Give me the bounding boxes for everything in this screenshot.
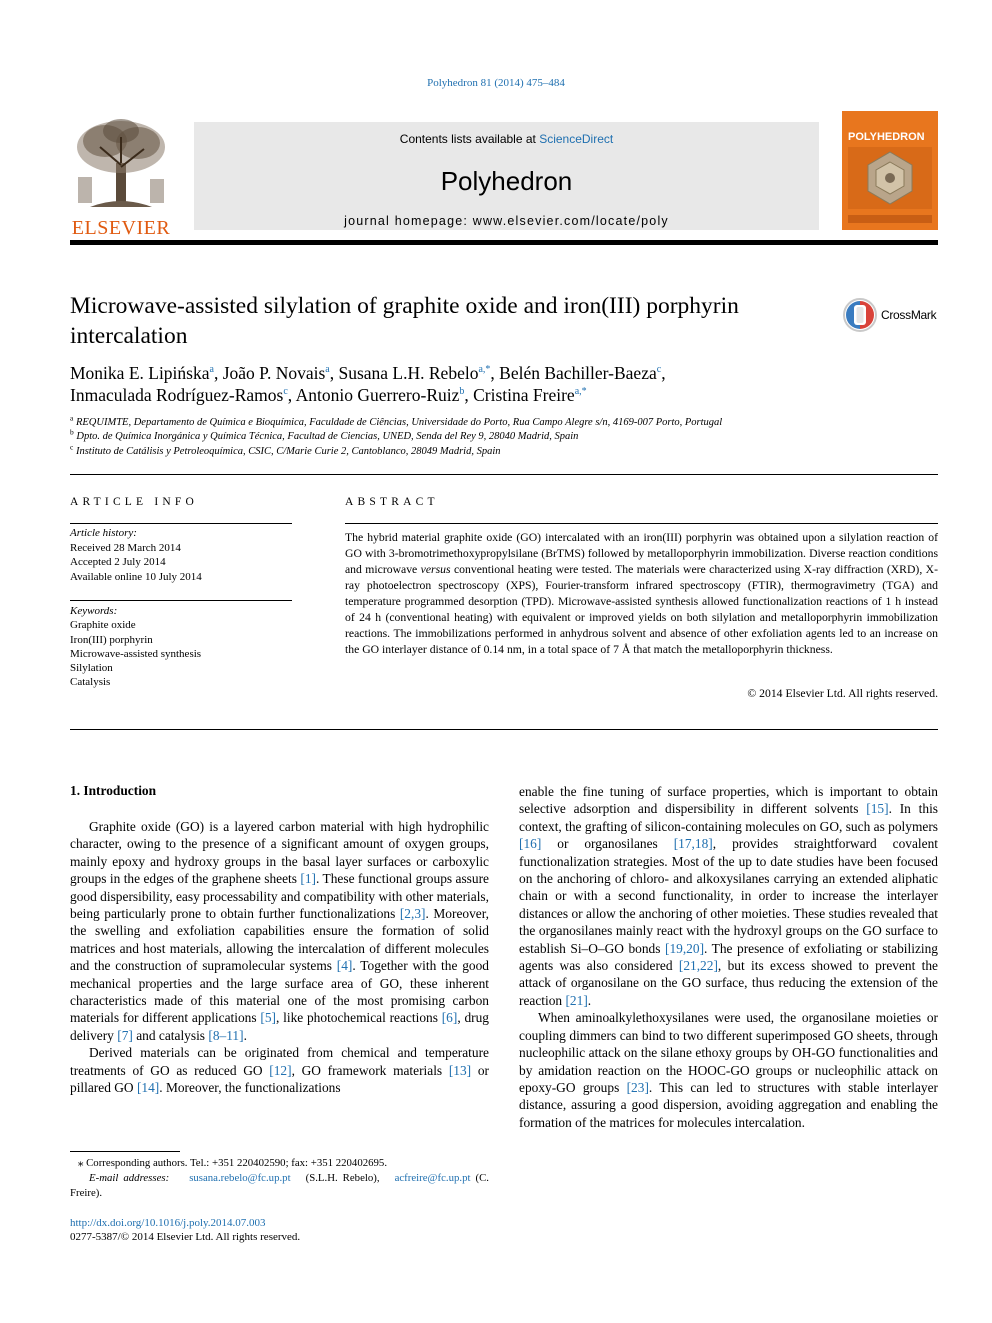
paragraph-text: . Moreover, the swelling and exfoliation capabilities ensure the formation of solid matrices and host materials, allowing the intercalation of different molecules and the construction of supramolecular systems (70, 906, 489, 974)
affiliation-a (70, 413, 723, 428)
citation-reference[interactable]: [13] (448, 1062, 472, 1078)
email-link[interactable]: susana.rebelo@fc.up.pt (189, 1172, 291, 1184)
author-separator: , (661, 363, 666, 383)
abstract-italic: versus (420, 563, 451, 576)
paragraph (519, 1009, 938, 1131)
affiliation-sup: a (70, 413, 74, 423)
article-title: Microwave-assisted silylation of graphite oxide and iron(III) porphyrin intercalation (70, 293, 739, 349)
footnote (70, 1156, 489, 1201)
crossmark-badge[interactable] (843, 297, 943, 333)
left-column (70, 818, 489, 1097)
paragraph-text: . Together with the good mechanical properties and the large surface area of GO, these inherent characteristics made of this material one of the most promising carbon materials for different applications (70, 958, 489, 1026)
paragraph-text: or organosilanes (541, 836, 674, 852)
citation-reference[interactable]: [23] (626, 1079, 649, 1095)
elsevier-wordmark: ELSEVIER (71, 217, 171, 239)
sciencedirect-link[interactable]: ScienceDirect (539, 132, 614, 146)
author-affil-sup[interactable]: a,* (574, 386, 587, 398)
contents-prefix: Contents lists available at (399, 132, 540, 146)
author[interactable]: Antonio Guerrero-Ruiz (295, 385, 460, 405)
paragraph-text: . (587, 992, 592, 1008)
masthead-rule (70, 240, 938, 245)
tree-icon (70, 117, 172, 213)
author-affil-sup[interactable]: c (283, 386, 288, 398)
paragraph (519, 783, 938, 1009)
author-affil-sup[interactable]: b (459, 386, 465, 398)
email-note (70, 1171, 489, 1201)
divider (70, 729, 938, 730)
paragraph-text: . This can led to structures with stable interlayer distance, assuring a good dispersion, avoiding aggregation and enabling the formation of the matrices for molecules intercalation. (519, 1079, 939, 1130)
keyword: Iron(III) porphyrin (70, 633, 153, 646)
citation-reference[interactable]: [6] (441, 1010, 458, 1026)
journal-banner (194, 122, 819, 230)
journal-cover-thumbnail[interactable] (842, 111, 938, 230)
contents-line (194, 132, 819, 146)
paragraph-text: , like photochemical reactions (276, 1010, 442, 1026)
crossmark-label: CrossMark (881, 308, 937, 322)
divider (345, 523, 938, 524)
paragraph-text: . (243, 1027, 247, 1043)
keywords-block (70, 604, 292, 690)
footnote-star: ⁎ (78, 1157, 84, 1169)
journal-homepage (194, 214, 819, 228)
citation-reference[interactable]: [4] (336, 958, 353, 974)
divider (70, 600, 292, 601)
elsevier-tree-logo[interactable] (70, 117, 172, 239)
email-link[interactable]: acfreire@fc.up.pt (394, 1172, 471, 1184)
author[interactable]: Cristina Freire (473, 385, 575, 405)
citation-reference[interactable]: [21,22] (678, 958, 718, 974)
cover-title: POLYHEDRON (848, 131, 925, 143)
abstract-heading: ABSTRACT (345, 496, 439, 508)
citation-reference[interactable]: [7] (117, 1027, 133, 1043)
author-affil-sup[interactable]: a (325, 364, 330, 376)
author-separator: , (287, 385, 296, 405)
author-separator: , (329, 363, 339, 383)
keywords-label: Keywords: (70, 605, 118, 617)
abstract-part: The hybrid material graphite oxide (GO) intercalated with an iron(III) porphyrin was obtained upon a silylation reaction of GO with 3-bromotrimethoxypropylsilane (BrTMS) followed by metalloporphyrin immobilization. Diverse reaction conditions and microwave (345, 531, 938, 576)
paragraph (70, 1044, 489, 1096)
doi-block (70, 1216, 300, 1244)
corresponding-note (70, 1156, 489, 1171)
abstract-copyright: © 2014 Elsevier Ltd. All rights reserved. (747, 687, 938, 700)
paragraph-text: . Moreover, the functionalizations (159, 1080, 341, 1096)
paragraph-text: or pillared GO (70, 1062, 489, 1096)
masthead (70, 111, 938, 245)
paragraph-text: Graphite oxide (GO) is a layered carbon material with high hydrophilic character, owing to the presence of a significant amount of oxygen groups, mainly epoxy and hydroxy groups in the basal layer surfaces or carboxylic groups in the edges of the graphene sheets (70, 819, 489, 887)
paragraph-text: , provides straightforward covalent functionalization strategies. Most of the up to date studies have been focused on the anchoring of chloro- and alkoxysilanes carrying an extended aliphatic chain or with a second functionality, in order to increase the interlayer distances or allow the anchoring of other moieties. These studies revealed that the organosilanes mainly react with the hydroxyl groups on the GO surface to establish Si–O–GO bonds (519, 836, 938, 956)
author[interactable]: Susana L.H. Rebelo (338, 363, 479, 383)
affiliation-c (70, 442, 501, 457)
citation-reference[interactable]: [19,20] (664, 940, 705, 956)
paragraph-text: Derived materials can be originated from chemical and temperature treatments of GO as reduced GO (70, 1045, 489, 1078)
author-separator: , (464, 385, 474, 405)
footnote-rule (70, 1151, 180, 1152)
citation-reference[interactable]: [21] (565, 992, 588, 1008)
affiliation-b (70, 427, 579, 442)
homepage-prefix: journal homepage: (344, 214, 473, 228)
author[interactable]: Monika E. Lipińska (70, 363, 210, 383)
citation-reference[interactable]: [12] (269, 1062, 292, 1078)
citation-reference[interactable]: [14] (136, 1080, 160, 1096)
email-owner: (S.L.H. Rebelo), (305, 1172, 380, 1184)
doi-link[interactable]: http://dx.doi.org/10.1016/j.poly.2014.07.003 (70, 1217, 266, 1229)
history-online: Available online 10 July 2014 (70, 570, 202, 583)
citation-reference[interactable]: [8–11] (208, 1027, 244, 1043)
paragraph-text: . The presence of exfoliating or stabilizing agents was also considered (519, 940, 939, 974)
affiliation-sup: b (70, 427, 74, 437)
article-info-heading: ARTICLE INFO (70, 496, 198, 508)
author[interactable]: Inmaculada Rodríguez-Ramos (70, 385, 284, 405)
authors-line-2 (70, 384, 930, 406)
author-separator: , (213, 363, 223, 383)
email-owner: (C. Freire). (70, 1172, 489, 1199)
author[interactable]: Belén Bachiller-Baeza (499, 363, 657, 383)
history-received: Received 28 March 2014 (70, 541, 181, 554)
keyword: Microwave-assisted synthesis (70, 647, 202, 660)
author-list (70, 362, 930, 406)
citation-reference[interactable]: [2,3] (399, 906, 426, 922)
corresponding-text: Corresponding authors. Tel.: +351 220402590; fax: +351 220402695. (86, 1157, 388, 1169)
history-accepted: Accepted 2 July 2014 (70, 556, 166, 568)
citation-reference[interactable]: [15] (866, 801, 889, 817)
author-affil-sup[interactable]: a,* (478, 364, 491, 376)
citation-reference[interactable]: [16] (519, 836, 542, 852)
paragraph-text: , GO framework materials (291, 1062, 449, 1078)
right-column (519, 783, 938, 1131)
paragraph-text: enable the fine tuning of surface properties, which is important to obtain selective adsorption and dispersibility in different solvents (519, 784, 938, 817)
cover-art-icon (842, 111, 938, 230)
paragraph (70, 818, 489, 1044)
email-label: E-mail addresses: (89, 1172, 170, 1184)
author-affil-sup[interactable]: c (656, 364, 662, 376)
history-label: Article history: (70, 527, 137, 539)
citation-reference[interactable]: [5] (260, 1010, 276, 1026)
affiliation-text: REQUIMTE, Departamento de Química e Bioquímica, Faculdade de Ciências, Universidade do Porto, Rua Campo Alegre s/n, 4169-007 Porto, Portugal (75, 417, 723, 428)
author-affil-sup[interactable]: a (209, 364, 214, 376)
citation-reference[interactable]: [1] (300, 871, 317, 887)
keyword: Silylation (70, 662, 113, 675)
divider (70, 523, 292, 524)
issn-line: 0277-5387/© 2014 Elsevier Ltd. All rights reserved. (70, 1231, 301, 1243)
keyword: Catalysis (70, 676, 111, 689)
abstract-part: conventional heating were tested. The materials were characterized using X-ray diffraction (XRD), X-ray photoelectron spectroscopy (XPS), Fourier-transform infrared spectroscopy (FTIR), thermogravimetry (TGA) and temperature programmed desorption (TPD). Microwave-assisted synthesis allowed functionalization reactions of 1 h instead of 24 h (conventional heating) with equivalent or improved yields on both silylation and metalloporphyrin immobilization reactions. The immobilizations performed in anhydrous solvent and absence of other exfoliation agents led to an increase on the GO interlayer distance of 0.14 nm, in a total space of 7 Å that match the metalloporphyrin thickness. (345, 563, 938, 656)
author-separator: , (490, 363, 500, 383)
citation-reference[interactable]: [17,18] (673, 836, 713, 852)
journal-citation[interactable]: Polyhedron 81 (2014) 475–484 (427, 77, 565, 89)
paragraph-text: and catalysis (132, 1027, 209, 1043)
paragraph-text: . These functional groups assure good dispersibility, easy processability and compatibility with other materials, being particularly prone to obtain further functionalizations (70, 871, 489, 922)
paragraph-text: When aminoalkylethoxysilanes were used, the organosilane moieties or coupling dimmers can bind to two different superimposed GO sheets, through nucleophilic attack on the silane ethoxy groups by OH-GO functionalities and by amidation reaction on the HOOC-GO groups or nucleophilic attack on epoxy-GO groups (519, 1010, 938, 1095)
abstract-text (345, 530, 938, 658)
paragraph-text: , drug delivery (70, 1010, 489, 1043)
paragraph-text: . In this context, the grafting of silicon-containing molecules on GO, such as polymers (519, 801, 939, 834)
authors-line-1 (70, 362, 930, 384)
paragraph-text: , but its excess showed to prevent the attack of organosilane on the GO surface, thus reducing the extension of the reaction (519, 958, 938, 1008)
section-heading-introduction: 1. Introduction (70, 783, 157, 798)
homepage-link[interactable]: www.elsevier.com/locate/poly (472, 214, 669, 228)
article-info (70, 526, 292, 584)
divider (70, 474, 938, 475)
crossmark-icon (843, 297, 877, 333)
keyword: Graphite oxide (70, 619, 136, 632)
affiliation-sup: c (70, 442, 74, 452)
author[interactable]: João P. Novais (222, 363, 326, 383)
journal-name: Polyhedron (440, 166, 573, 196)
affiliation-text: Dpto. de Química Inorgánica y Química Técnica, Facultad de Ciencias, UNED, Senda del Rey 9, 28040 Madrid, Spain (76, 431, 579, 442)
affiliation-text: Instituto de Catálisis y Petroleoquímica, CSIC, C/Marie Curie 2, Cantoblanco, 28049 Madrid, Spain (75, 446, 501, 457)
